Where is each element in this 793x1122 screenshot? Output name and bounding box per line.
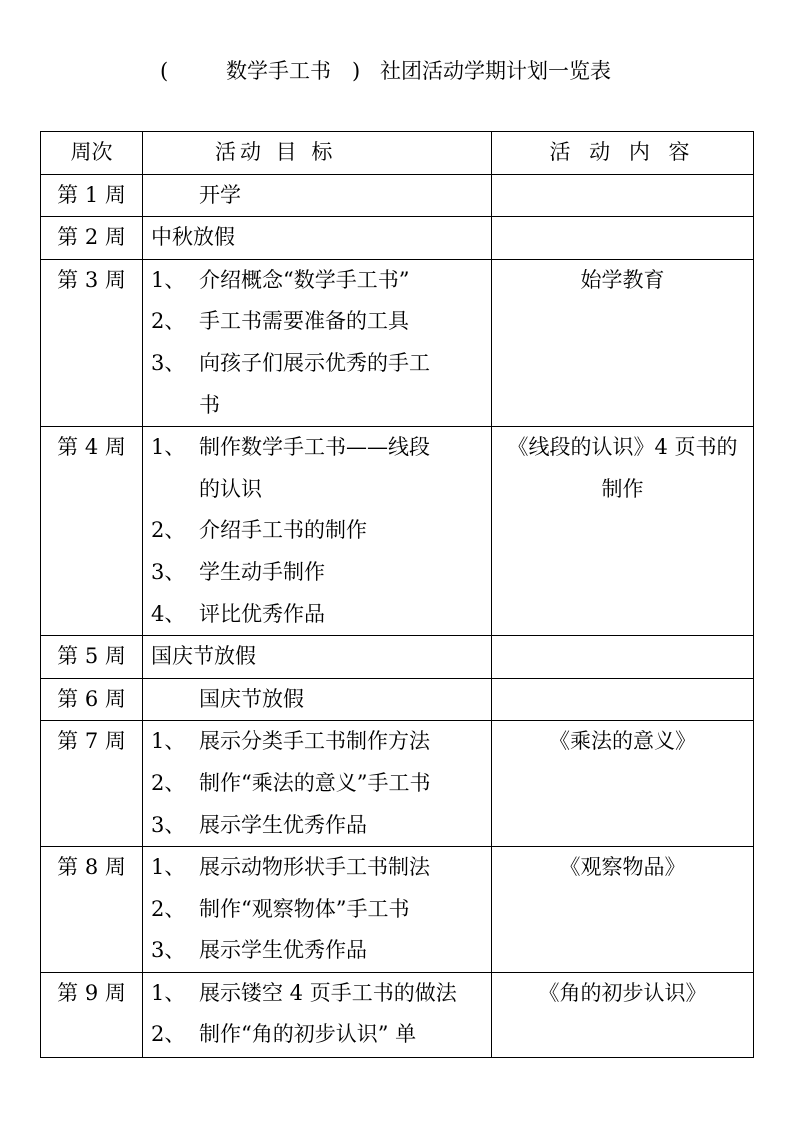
- header-week: 周次: [41, 132, 143, 175]
- goal-item-continuation: [151, 385, 487, 427]
- table-row: [41, 427, 754, 636]
- goal-item-text: 展示学生优秀作品: [199, 938, 367, 963]
- goal-text: 开学: [143, 174, 492, 217]
- goal-item: [151, 889, 487, 931]
- content-text: [492, 174, 754, 217]
- table-row: [41, 217, 754, 260]
- table-row: [41, 678, 754, 721]
- table-header-row: [41, 132, 754, 175]
- content-text: 《乘法的意义》: [492, 721, 754, 847]
- goal-item-text: 书: [199, 392, 220, 417]
- title-club-name: 数学手工书: [226, 59, 331, 83]
- content-text: 始学教育: [492, 259, 754, 426]
- week-label: 第 9 周: [41, 972, 143, 1057]
- goal-number: 1、: [151, 267, 186, 292]
- table-row: [41, 847, 754, 973]
- goal-number: 1、: [151, 980, 186, 1005]
- goal-item-text: 展示学生优秀作品: [199, 812, 367, 837]
- goal-item-text: 制作“观察物体”手工书: [199, 896, 410, 921]
- table-row: [41, 972, 754, 1057]
- goal-list: [143, 721, 492, 847]
- goal-item-text: 向孩子们展示优秀的手工: [199, 350, 430, 375]
- week-label: 第 5 周: [41, 636, 143, 679]
- goal-item-text: 学生动手制作: [199, 559, 325, 584]
- goal-number: 2、: [151, 309, 186, 334]
- goal-item-text: 展示镂空 4 页手工书的做法: [199, 980, 457, 1005]
- goal-item: [151, 301, 487, 343]
- goal-number: 4、: [151, 601, 186, 626]
- goal-item-text: 制作“乘法的意义”手工书: [199, 770, 431, 795]
- goal-number: 2、: [151, 770, 186, 795]
- header-content: 活 动 内 容: [492, 132, 754, 175]
- goal-number: 3、: [151, 938, 186, 963]
- table-row: [41, 636, 754, 679]
- goal-item: [151, 1014, 487, 1056]
- table-row: [41, 259, 754, 426]
- goal-item: [151, 260, 487, 302]
- goal-item-text: 展示分类手工书制作方法: [199, 729, 430, 754]
- goal-item: [151, 763, 487, 805]
- goal-item-text: 制作数学手工书——线段: [199, 435, 430, 460]
- week-label: 第 1 周: [41, 174, 143, 217]
- goal-item-text: 介绍概念“数学手工书”: [199, 267, 410, 292]
- content-text: 《观察物品》: [492, 847, 754, 973]
- goal-item: [151, 552, 487, 594]
- goal-item: [151, 427, 487, 469]
- week-label: 第 7 周: [41, 721, 143, 847]
- content-text: [492, 217, 754, 260]
- goal-list: [143, 427, 492, 636]
- goal-item: [151, 973, 487, 1015]
- title-text: 社团活动学期计划一览表: [380, 59, 611, 83]
- goal-item: [151, 805, 487, 847]
- goal-item-text: 评比优秀作品: [199, 601, 325, 626]
- week-label: 第 8 周: [41, 847, 143, 973]
- goal-item-text: 介绍手工书的制作: [199, 518, 367, 543]
- goal-item-text: 的认识: [199, 476, 262, 501]
- goal-item-text: 手工书需要准备的工具: [199, 309, 409, 334]
- goal-number: 2、: [151, 896, 186, 921]
- goal-number: 3、: [151, 812, 186, 837]
- goal-item: [151, 343, 487, 385]
- goal-list: [143, 259, 492, 426]
- goal-number: 1、: [151, 435, 186, 460]
- goal-number: 2、: [151, 1022, 186, 1047]
- table-row: [41, 721, 754, 847]
- content-text: [492, 678, 754, 721]
- goal-number: 3、: [151, 350, 186, 375]
- goal-list: [143, 847, 492, 973]
- content-text: 《线段的认识》4 页书的制作: [492, 427, 754, 636]
- week-label: 第 6 周: [41, 678, 143, 721]
- table-row: [41, 174, 754, 217]
- goal-number: 1、: [151, 729, 186, 754]
- goal-text: 国庆节放假: [143, 636, 492, 679]
- week-label: 第 2 周: [41, 217, 143, 260]
- goal-item: [151, 847, 487, 889]
- document-title: [0, 56, 793, 86]
- goal-item: [151, 594, 487, 636]
- goal-text: 中秋放假: [143, 217, 492, 260]
- content-text: 《角的初步认识》: [492, 972, 754, 1057]
- goal-number: 3、: [151, 559, 186, 584]
- title-close-paren: ): [352, 59, 361, 83]
- goal-number: 1、: [151, 855, 186, 880]
- goal-item: [151, 510, 487, 552]
- week-label: 第 3 周: [41, 259, 143, 426]
- content-text: [492, 636, 754, 679]
- goal-item: [151, 721, 487, 763]
- goal-item: [151, 930, 487, 972]
- week-label: 第 4 周: [41, 427, 143, 636]
- goal-item-continuation: [151, 469, 487, 511]
- header-goal: 活动 目 标: [143, 132, 492, 175]
- goal-list: [143, 972, 492, 1057]
- title-open-paren: (: [160, 59, 169, 83]
- goal-text: 国庆节放假: [143, 678, 492, 721]
- semester-plan-table: [40, 131, 754, 1058]
- goal-item-text: 展示动物形状手工书制法: [199, 855, 430, 880]
- goal-item-text: 制作“角的初步认识” 单: [199, 1022, 417, 1047]
- goal-number: 2、: [151, 518, 186, 543]
